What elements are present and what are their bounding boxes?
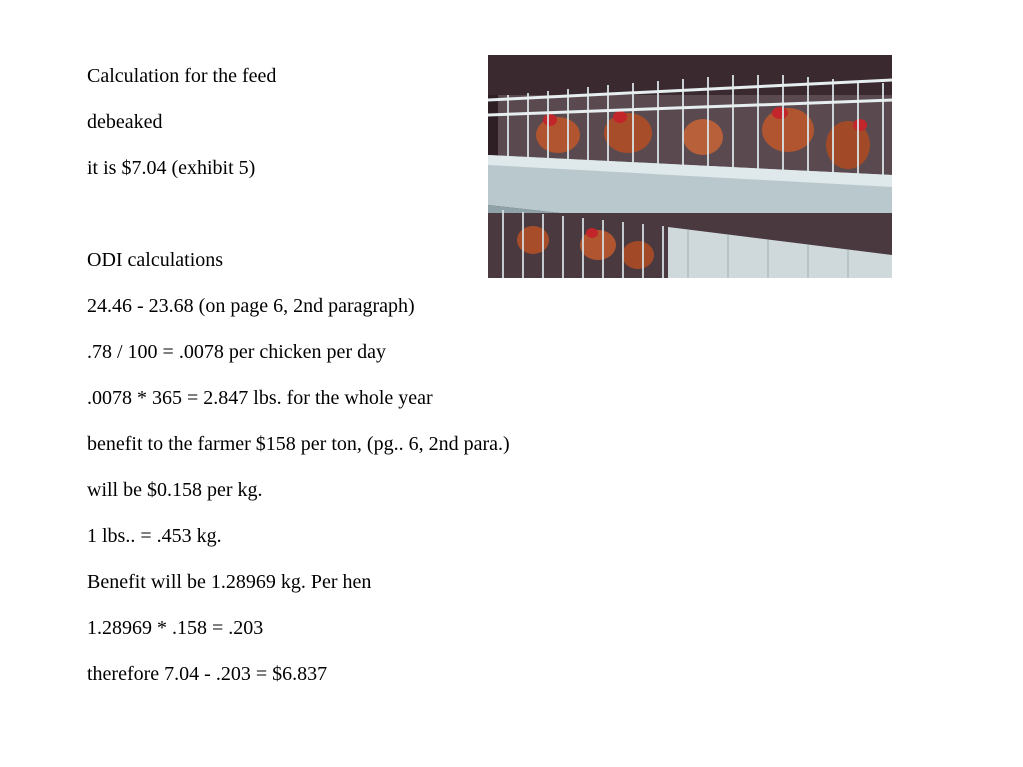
note-line-cost: it is $7.04 (exhibit 5) [87,157,256,179]
note-line-per-year: .0078 * 365 = 2.847 lbs. for the whole year [87,387,433,409]
note-line-product: 1.28969 * .158 = .203 [87,617,264,639]
note-line-odi-title: ODI calculations [87,249,224,271]
caged-hens-photo [488,55,892,278]
note-line-difference: 24.46 - 23.68 (on page 6, 2nd paragraph) [87,295,415,317]
note-line-benefit-per-kg: will be $0.158 per kg. [87,479,263,501]
note-line-benefit-per-ton: benefit to the farmer $158 per ton, (pg.. 6, 2nd para.) [87,433,510,455]
note-line-per-day: .78 / 100 = .0078 per chicken per day [87,341,386,363]
note-line-conversion: 1 lbs.. = .453 kg. [87,525,222,547]
note-line-result: therefore 7.04 - .203 = $6.837 [87,663,328,685]
note-line-feed-title: Calculation for the feed [87,65,277,87]
hen-lower-1 [517,226,549,254]
note-line-benefit-per-hen: Benefit will be 1.28969 kg. Per hen [87,571,372,593]
note-line-debeaked: debeaked [87,111,163,133]
caged-hens-illustration [488,55,892,278]
